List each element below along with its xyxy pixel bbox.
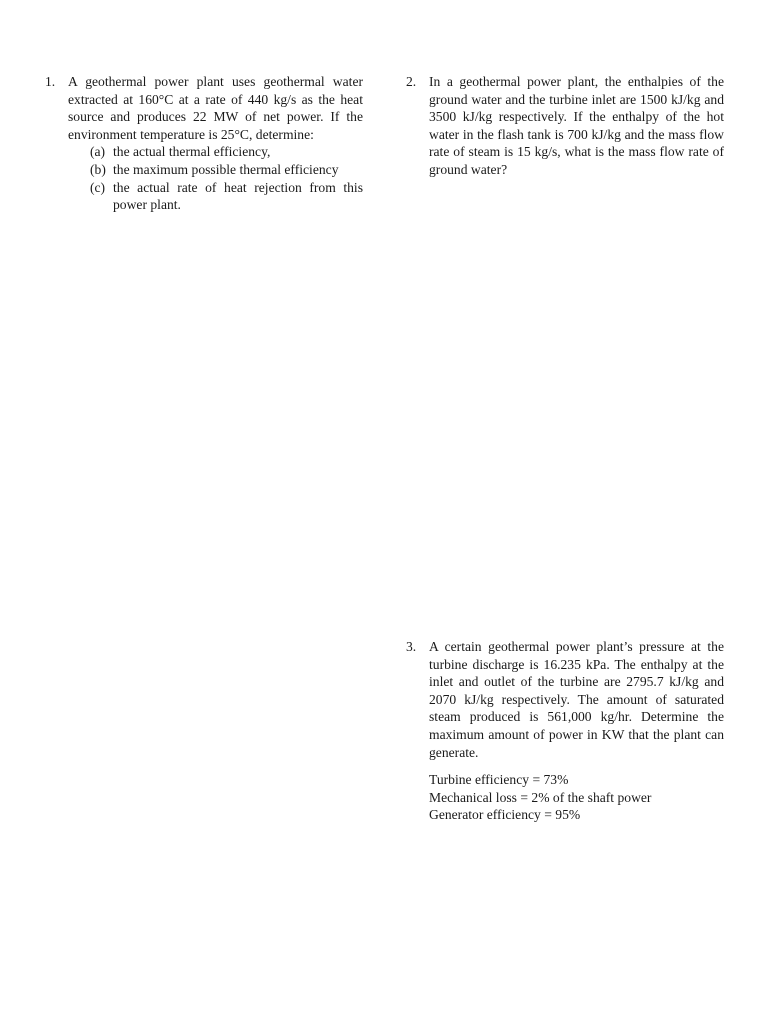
sub-question-label: (a): [90, 144, 106, 160]
sub-question-label: (c): [90, 179, 106, 195]
sub-question-c: [90, 179, 363, 214]
problem-text: In a geothermal power plant, the enthalpies of the ground water and the turbine inlet are 1500 kJ/kg and 3500 kJ/kg respectively. If the enthalpy of the hot water in the flash tank is 700 kJ/kg and the mass flow rate of steam is 15 kg/s, what is the mass flow rate of ground water?: [429, 74, 724, 177]
sub-question-text: the actual rate of heat rejection from this power plant.: [113, 179, 363, 213]
problem-text: A certain geothermal power plant’s pressure at the turbine discharge is 16.235 kPa. The enthalpy at the inlet and outlet of the turbine are 2795.7 kJ/kg and 2070 kJ/kg respectively. The amount of saturated steam produced is 561,000 kg/hr. Determine the maximum amount of power in KW that the plant can generate.: [429, 639, 724, 760]
given-data: [429, 771, 724, 824]
problem-2: [406, 73, 724, 179]
sub-question-text: the maximum possible thermal efficiency: [113, 161, 339, 177]
given-generator-efficiency: Generator efficiency = 95%: [429, 807, 581, 823]
sub-question-b: [90, 161, 363, 179]
problem-3: [406, 638, 724, 824]
sub-question-list: [90, 143, 363, 213]
problem-number: 2.: [406, 74, 417, 89]
given-turbine-efficiency: Turbine efficiency = 73%: [429, 772, 569, 788]
problem-text: A geothermal power plant uses geothermal water extracted at 160°C at a rate of 440 kg/s as the heat source and produces 22 MW of net power. If the environment temperature is 25°C, determine:: [68, 74, 363, 142]
given-mechanical-loss: Mechanical loss = 2% of the shaft power: [429, 789, 652, 805]
problem-number: 3.: [406, 639, 417, 654]
sub-question-text: the actual thermal efficiency,: [113, 144, 271, 160]
problem-1: [45, 73, 363, 214]
sub-question-a: [90, 143, 363, 161]
problem-number: 1.: [45, 74, 56, 89]
sub-question-label: (b): [90, 161, 106, 177]
